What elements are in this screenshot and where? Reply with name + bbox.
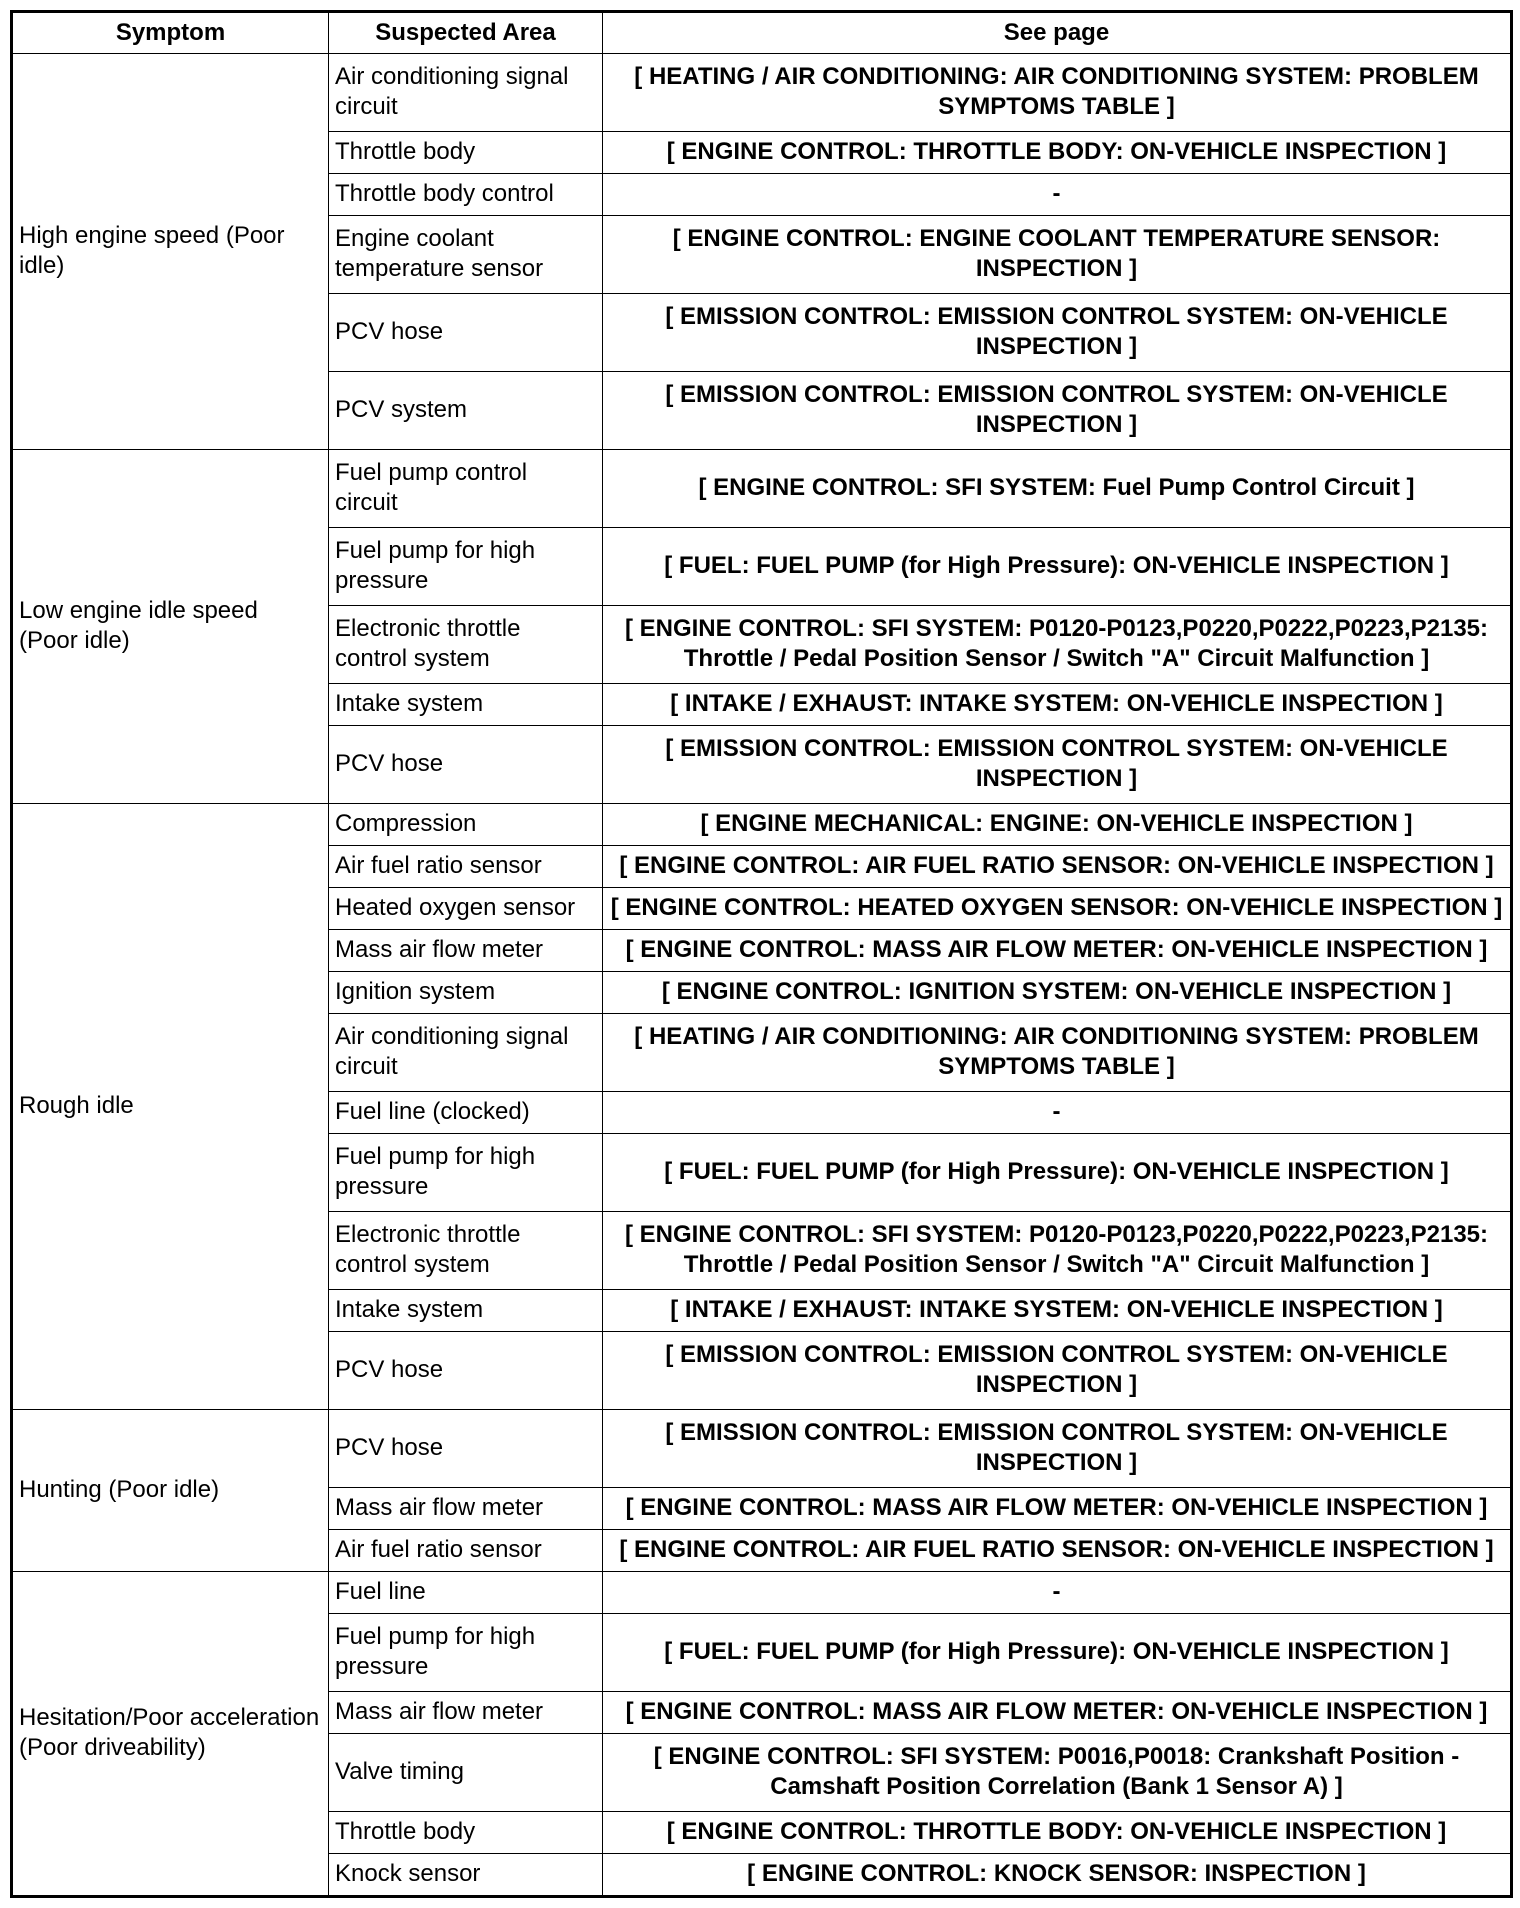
table-row	[12, 1409, 1512, 1487]
see-page-link[interactable]: [ ENGINE CONTROL: SFI SYSTEM: Fuel Pump Control Circuit ]	[603, 449, 1512, 527]
see-page-link[interactable]: [ ENGINE CONTROL: IGNITION SYSTEM: ON-VEHICLE INSPECTION ]	[603, 971, 1512, 1013]
see-page-link[interactable]: [ ENGINE CONTROL: AIR FUEL RATIO SENSOR: ON-VEHICLE INSPECTION ]	[603, 845, 1512, 887]
suspected-area-cell: Electronic throttle control system	[329, 605, 603, 683]
see-page-link[interactable]: [ FUEL: FUEL PUMP (for High Pressure): ON-VEHICLE INSPECTION ]	[603, 1613, 1512, 1691]
suspected-area-cell: PCV hose	[329, 1409, 603, 1487]
see-page-link[interactable]: [ ENGINE CONTROL: MASS AIR FLOW METER: ON-VEHICLE INSPECTION ]	[603, 1487, 1512, 1529]
see-page-link[interactable]: [ ENGINE CONTROL: SFI SYSTEM: P0120-P0123,P0220,P0222,P0223,P2135: Throttle / Pedal Position Sensor / Switch "A" Circuit Malfunction ]	[603, 605, 1512, 683]
symptom-cell: Low engine idle speed (Poor idle)	[12, 449, 329, 803]
see-page-link[interactable]: [ ENGINE MECHANICAL: ENGINE: ON-VEHICLE INSPECTION ]	[603, 803, 1512, 845]
table-row	[12, 449, 1512, 527]
suspected-area-cell: Fuel pump for high pressure	[329, 527, 603, 605]
suspected-area-cell: PCV hose	[329, 725, 603, 803]
header-suspected-area: Suspected Area	[329, 12, 603, 54]
see-page-link[interactable]: [ INTAKE / EXHAUST: INTAKE SYSTEM: ON-VEHICLE INSPECTION ]	[603, 683, 1512, 725]
suspected-area-cell: Heated oxygen sensor	[329, 887, 603, 929]
symptom-cell: Hesitation/Poor acceleration (Poor driveability)	[12, 1571, 329, 1896]
suspected-area-cell: Fuel pump for high pressure	[329, 1133, 603, 1211]
suspected-area-cell: Air fuel ratio sensor	[329, 1529, 603, 1571]
see-page-link[interactable]: [ EMISSION CONTROL: EMISSION CONTROL SYSTEM: ON-VEHICLE INSPECTION ]	[603, 1409, 1512, 1487]
suspected-area-cell: Mass air flow meter	[329, 1691, 603, 1733]
symptom-cell: Hunting (Poor idle)	[12, 1409, 329, 1571]
see-page-link[interactable]: [ FUEL: FUEL PUMP (for High Pressure): ON-VEHICLE INSPECTION ]	[603, 1133, 1512, 1211]
see-page-link[interactable]: [ ENGINE CONTROL: SFI SYSTEM: P0016,P0018: Crankshaft Position - Camshaft Position Correlation (Bank 1 Sensor A) ]	[603, 1733, 1512, 1811]
suspected-area-cell: Valve timing	[329, 1733, 603, 1811]
suspected-area-cell: Throttle body	[329, 1811, 603, 1853]
see-page-link[interactable]: [ ENGINE CONTROL: MASS AIR FLOW METER: ON-VEHICLE INSPECTION ]	[603, 1691, 1512, 1733]
see-page-link[interactable]: [ ENGINE CONTROL: THROTTLE BODY: ON-VEHICLE INSPECTION ]	[603, 1811, 1512, 1853]
suspected-area-cell: Air conditioning signal circuit	[329, 1013, 603, 1091]
suspected-area-cell: Intake system	[329, 683, 603, 725]
header-see-page: See page	[603, 12, 1512, 54]
see-page-link[interactable]: [ ENGINE CONTROL: MASS AIR FLOW METER: ON-VEHICLE INSPECTION ]	[603, 929, 1512, 971]
table-body	[12, 54, 1512, 1897]
see-page-link[interactable]: [ INTAKE / EXHAUST: INTAKE SYSTEM: ON-VEHICLE INSPECTION ]	[603, 1289, 1512, 1331]
see-page-link[interactable]: [ EMISSION CONTROL: EMISSION CONTROL SYSTEM: ON-VEHICLE INSPECTION ]	[603, 371, 1512, 449]
suspected-area-cell: Air conditioning signal circuit	[329, 54, 603, 132]
problem-symptoms-table	[10, 10, 1513, 1898]
see-page-link[interactable]: [ ENGINE CONTROL: ENGINE COOLANT TEMPERATURE SENSOR: INSPECTION ]	[603, 215, 1512, 293]
see-page-link[interactable]: [ ENGINE CONTROL: THROTTLE BODY: ON-VEHICLE INSPECTION ]	[603, 131, 1512, 173]
see-page-link[interactable]: [ EMISSION CONTROL: EMISSION CONTROL SYSTEM: ON-VEHICLE INSPECTION ]	[603, 725, 1512, 803]
see-page-link[interactable]: [ ENGINE CONTROL: AIR FUEL RATIO SENSOR: ON-VEHICLE INSPECTION ]	[603, 1529, 1512, 1571]
suspected-area-cell: Fuel line (clocked)	[329, 1091, 603, 1133]
symptom-cell: High engine speed (Poor idle)	[12, 54, 329, 450]
see-page-link: -	[603, 1571, 1512, 1613]
suspected-area-cell: Intake system	[329, 1289, 603, 1331]
see-page-link[interactable]: [ HEATING / AIR CONDITIONING: AIR CONDITIONING SYSTEM: PROBLEM SYMPTOMS TABLE ]	[603, 54, 1512, 132]
suspected-area-cell: Knock sensor	[329, 1853, 603, 1896]
suspected-area-cell: Throttle body control	[329, 173, 603, 215]
table-row	[12, 54, 1512, 132]
see-page-link: -	[603, 1091, 1512, 1133]
see-page-link[interactable]: [ ENGINE CONTROL: SFI SYSTEM: P0120-P0123,P0220,P0222,P0223,P2135: Throttle / Pedal Position Sensor / Switch "A" Circuit Malfunction ]	[603, 1211, 1512, 1289]
suspected-area-cell: Throttle body	[329, 131, 603, 173]
header-row	[12, 12, 1512, 54]
suspected-area-cell: PCV hose	[329, 293, 603, 371]
suspected-area-cell: PCV system	[329, 371, 603, 449]
suspected-area-cell: Compression	[329, 803, 603, 845]
suspected-area-cell: Fuel line	[329, 1571, 603, 1613]
see-page-link[interactable]: [ ENGINE CONTROL: KNOCK SENSOR: INSPECTION ]	[603, 1853, 1512, 1896]
suspected-area-cell: Mass air flow meter	[329, 929, 603, 971]
see-page-link[interactable]: [ ENGINE CONTROL: HEATED OXYGEN SENSOR: ON-VEHICLE INSPECTION ]	[603, 887, 1512, 929]
suspected-area-cell: Fuel pump control circuit	[329, 449, 603, 527]
suspected-area-cell: Fuel pump for high pressure	[329, 1613, 603, 1691]
suspected-area-cell: Air fuel ratio sensor	[329, 845, 603, 887]
table-row	[12, 803, 1512, 845]
see-page-link[interactable]: [ FUEL: FUEL PUMP (for High Pressure): ON-VEHICLE INSPECTION ]	[603, 527, 1512, 605]
see-page-link: -	[603, 173, 1512, 215]
suspected-area-cell: Mass air flow meter	[329, 1487, 603, 1529]
suspected-area-cell: PCV hose	[329, 1331, 603, 1409]
suspected-area-cell: Ignition system	[329, 971, 603, 1013]
see-page-link[interactable]: [ EMISSION CONTROL: EMISSION CONTROL SYSTEM: ON-VEHICLE INSPECTION ]	[603, 293, 1512, 371]
header-symptom: Symptom	[12, 12, 329, 54]
table-row	[12, 1571, 1512, 1613]
suspected-area-cell: Engine coolant temperature sensor	[329, 215, 603, 293]
see-page-link[interactable]: [ EMISSION CONTROL: EMISSION CONTROL SYSTEM: ON-VEHICLE INSPECTION ]	[603, 1331, 1512, 1409]
see-page-link[interactable]: [ HEATING / AIR CONDITIONING: AIR CONDITIONING SYSTEM: PROBLEM SYMPTOMS TABLE ]	[603, 1013, 1512, 1091]
suspected-area-cell: Electronic throttle control system	[329, 1211, 603, 1289]
symptom-cell: Rough idle	[12, 803, 329, 1409]
